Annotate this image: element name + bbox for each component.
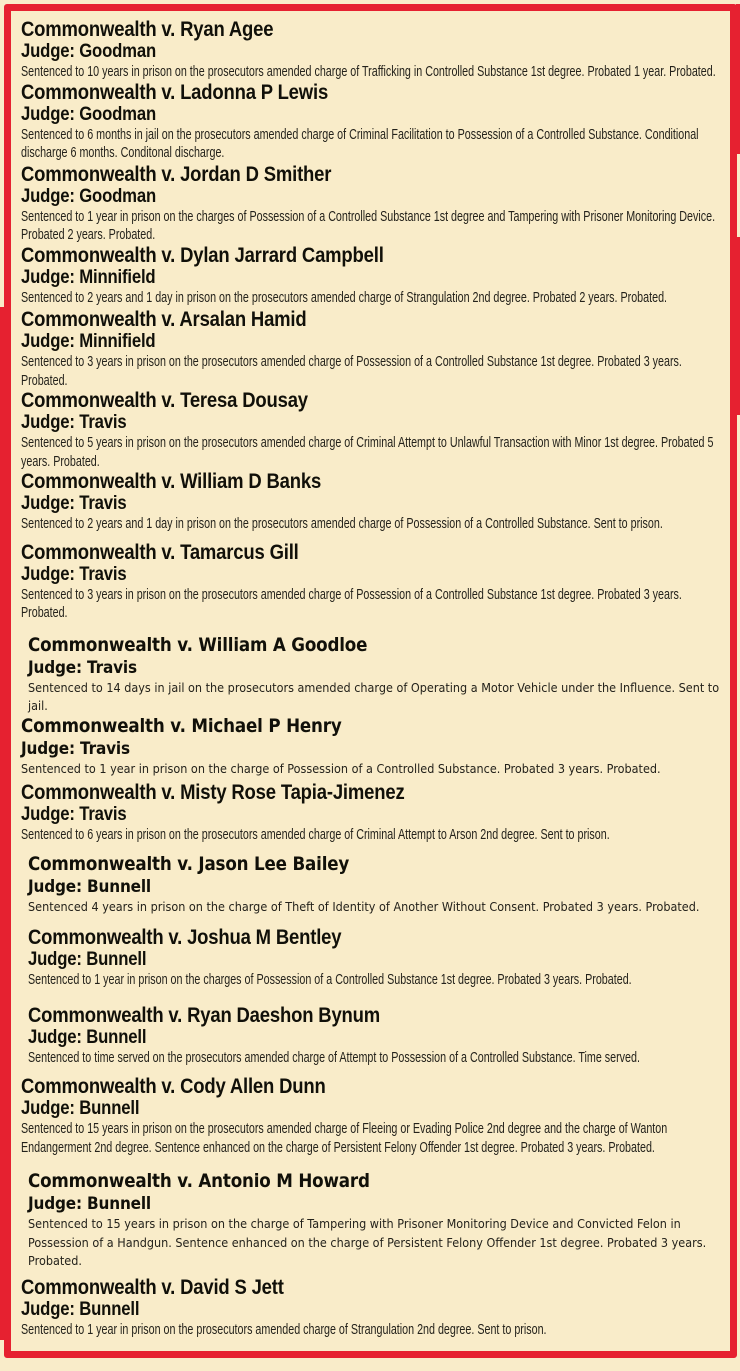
case-summary: Sentenced to 5 years in prison on the prosecutors amended charge of Criminal Attempt to Unlawful Transaction with Minor 1st degree. Probated 5 years. Probated. [21, 435, 714, 470]
case-judge-label: Judge: Bunnell [28, 1026, 147, 1048]
case-entry [21, 390, 722, 471]
case-entry [21, 542, 722, 623]
case-summary: Sentenced to 1 year in prison on the charges of Possession of a Controlled Substance 1st degree and Tampering with Prisoner Monitoring Device. Probated 2 years. Probated. [21, 208, 716, 243]
case-judge-label: Judge: Minnifield [21, 331, 156, 352]
case-judge-label: Judge: Travis [21, 563, 127, 585]
case-title: Commonwealth v. Jordan D Smither [21, 162, 332, 186]
case-title: Commonwealth v. Cody Allen Dunn [21, 1075, 326, 1098]
case-entry [21, 471, 722, 534]
case-entry [21, 927, 722, 990]
case-title: Commonwealth v. William D Banks [21, 470, 322, 493]
case-judge-label: Judge: Travis [21, 804, 127, 825]
case-summary: Sentenced to 2 years and 1 day in prison on the prosecutors amended charge of Possession of a Controlled Substance. Sent to prison. [21, 516, 663, 532]
case-entry [21, 1171, 722, 1271]
article-panel [4, 4, 737, 1358]
case-judge-label: Judge: Bunnell [21, 1098, 140, 1119]
case-summary: Sentenced to 2 years and 1 day in prison on the prosecutors amended charge of Strangulation 2nd degree. Probated 2 years. Probated. [21, 289, 668, 306]
case-summary: Sentenced 4 years in prison on the charge of Theft of Identity of Another Without Consent. Probated 3 years. Probated. [28, 898, 700, 914]
case-title: Commonwealth v. Teresa Dousay [21, 389, 308, 412]
border-artifact-right-top [736, 4, 740, 154]
case-title: Commonwealth v. Ryan Agee [21, 18, 274, 41]
case-judge-label: Judge: Bunnell [28, 949, 147, 970]
case-summary: Sentenced to 15 years in prison on the charge of Tampering with Prisoner Monitoring Device and Convicted Felon in Possession of a Handgun. Sentence enhanced on the charge of Persistent Felony Offender 1st degree. Probated 3 years. Probated. [28, 1216, 707, 1268]
case-title: Commonwealth v. Antonio M Howard [28, 1170, 370, 1192]
case-title: Commonwealth v. William A Goodloe [28, 633, 368, 656]
case-summary: Sentenced to 1 year in prison on the charges of Possession of a Controlled Substance 1st degree. Probated 3 years. Probated. [28, 972, 632, 988]
case-entry [21, 245, 722, 308]
case-summary: Sentenced to 6 months in jail on the prosecutors amended charge of Criminal Facilitation to Possession of a Controlled Substance. Conditional discharge 6 months. Conditonal discharge. [21, 126, 699, 161]
border-artifact-left [0, 307, 5, 1340]
case-entry [21, 19, 722, 82]
case-entry [21, 1076, 722, 1157]
case-summary: Sentenced to 3 years in prison on the prosecutors amended charge of Possession of a Controlled Substance 1st degree. Probated 3 years. Probated. [21, 354, 682, 389]
case-title: Commonwealth v. Dylan Jarrard Campbell [21, 243, 384, 267]
case-summary: Sentenced to 15 years in prison on the prosecutors amended charge of Fleeing or Evading Police 2nd degree and the charge of Wanton Endangerment 2nd degree. Sentence enhanced on the charge of Persistent Felony Offender 1st degree. Probated 3 years. Probated. [21, 1121, 668, 1156]
case-judge-label: Judge: Travis [21, 493, 127, 514]
case-summary: Sentenced to time served on the prosecutors amended charge of Attempt to Possession of a Controlled Substance. Time served. [28, 1049, 640, 1066]
case-entry [21, 716, 722, 779]
case-title: Commonwealth v. Michael P Henry [21, 714, 342, 737]
case-judge-label: Judge: Travis [21, 738, 130, 759]
case-summary: Sentenced to 10 years in prison on the prosecutors amended charge of Trafficking in Controlled Substance 1st degree. Probated 1 year. Probated. [21, 64, 716, 80]
case-judge-label: Judge: Bunnell [28, 1194, 152, 1214]
case-summary: Sentenced to 6 years in prison on the prosecutors amended charge of Criminal Attempt to Arson 2nd degree. Sent to prison. [21, 827, 610, 843]
case-summary: Sentenced to 14 days in jail on the prosecutors amended charge of Operating a Motor Vehicle under the Influence. Sent to jail. [28, 679, 720, 713]
case-entry [21, 1005, 722, 1068]
case-summary: Sentenced to 1 year in prison on the charge of Possession of a Controlled Substance. Probated 3 years. Probated. [21, 760, 661, 776]
case-title: Commonwealth v. David S Jett [21, 1275, 284, 1299]
case-title: Commonwealth v. Ladonna P Lewis [21, 80, 329, 104]
case-judge-label: Judge: Goodman [21, 185, 157, 207]
case-entry [21, 1277, 722, 1340]
case-title: Commonwealth v. Joshua M Bentley [28, 926, 342, 949]
case-judge-label: Judge: Travis [21, 412, 127, 433]
case-judge-label: Judge: Travis [28, 657, 137, 678]
case-entry [21, 309, 722, 390]
case-list [21, 19, 722, 1339]
case-title: Commonwealth v. Jason Lee Bailey [28, 852, 350, 875]
case-judge-label: Judge: Bunnell [21, 1298, 140, 1320]
case-title: Commonwealth v. Ryan Daeshon Bynum [28, 1003, 381, 1027]
case-judge-label: Judge: Minnifield [21, 266, 156, 288]
case-title: Commonwealth v. Tamarcus Gill [21, 540, 299, 564]
case-judge-label: Judge: Goodman [21, 41, 157, 62]
case-entry [21, 854, 722, 917]
case-title: Commonwealth v. Misty Rose Tapia-Jimenez [21, 781, 405, 804]
case-judge-label: Judge: Goodman [21, 103, 157, 125]
case-summary: Sentenced to 3 years in prison on the prosecutors amended charge of Possession of a Controlled Substance 1st degree. Probated 3 years. Probated. [21, 586, 682, 621]
case-entry [21, 164, 722, 245]
case-entry [21, 782, 722, 845]
case-entry [21, 82, 722, 163]
case-entry [21, 635, 722, 716]
case-judge-label: Judge: Bunnell [28, 876, 152, 897]
case-title: Commonwealth v. Arsalan Hamid [21, 308, 307, 331]
case-summary: Sentenced to 1 year in prison on the prosecutors amended charge of Strangulation 2nd degree. Sent to prison. [21, 1321, 547, 1338]
border-artifact-right-mid [736, 237, 740, 415]
